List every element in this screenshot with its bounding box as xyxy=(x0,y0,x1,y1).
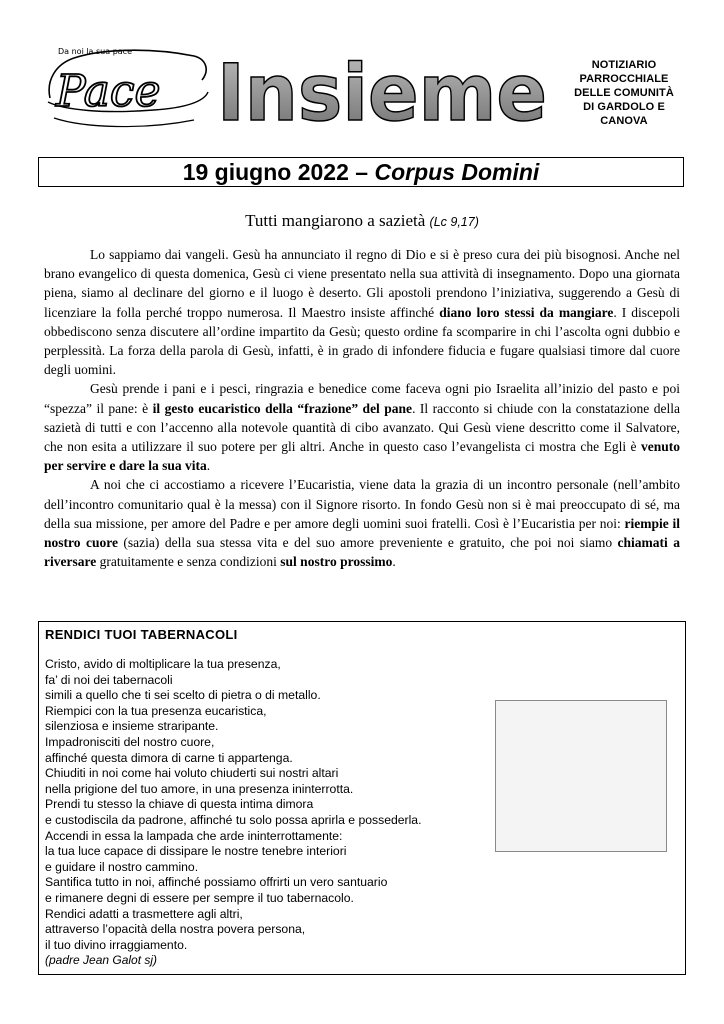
info-line: DI GARDOLO E xyxy=(583,101,665,113)
article-text: . Il racconto si chiude con la constatazione della sazietà di tutti e con l’accenno alla notevole quantità di cibo avanzato. Qui Gesù viene descritto come il Salvatore, che non esita a utilizzare il suo potere per gli altri. Anche in questo caso l’evangelista ci mostra che Egli è xyxy=(44,400,680,455)
article-emphasis: venuto per servire e dare la sua vita xyxy=(44,439,680,474)
article-text: . xyxy=(392,554,396,570)
pace-logo xyxy=(44,40,212,136)
prayer-box xyxy=(38,621,686,975)
article-gospel-reference: (Lc 9,17) xyxy=(429,215,479,229)
article-text: Gesù prende i pani e i pesci, ringrazia e benedice come faceva ogni pio Israelita all’inizio del pasto e poi “spezza” il pane: è xyxy=(44,381,680,416)
insieme-word: Insieme xyxy=(217,52,547,132)
prayer-line: simili a quello che ti sei scelto di pietra o di metallo. xyxy=(45,688,321,703)
prayer-line: silenziosa e insieme straripante. xyxy=(45,719,219,734)
prayer-line: e custodiscila da padrone, affinché tu solo possa aprirla e possederla. xyxy=(45,812,422,827)
prayer-line: nella prigione del tuo amore, in una presenza ininterrotta. xyxy=(45,781,354,796)
article-emphasis: riempie il nostro cuore xyxy=(44,515,681,551)
article-title-text: Tutti mangiarono a sazietà xyxy=(245,211,426,230)
prayer-text xyxy=(45,657,421,953)
banner-feast: Corpus Domini xyxy=(374,159,540,185)
prayer-title: RENDICI TUOI TABERNACOLI xyxy=(45,627,238,642)
prayer-line: il tuo divino irraggiamento. xyxy=(45,937,188,952)
info-line: CANOVA xyxy=(600,115,648,127)
info-line: DELLE COMUNITÀ xyxy=(574,87,674,99)
prayer-line: Rendici adatti a trasmettere agli altri, xyxy=(45,906,243,921)
prayer-line: Cristo, avido di moltiplicare la tua presenza, xyxy=(45,657,281,671)
article-emphasis: chiamati a riversare xyxy=(44,535,681,570)
prayer-author: (padre Jean Galot sj) xyxy=(45,953,158,967)
prayer-line: Accendi in essa la lampada che arde ininterrottamente: xyxy=(45,828,343,843)
prayer-line: Riempici con la tua presenza eucaristica, xyxy=(45,703,267,718)
prayer-line: Impadronisciti del nostro cuore, xyxy=(45,734,215,749)
prayer-line: Santifica tutto in noi, affinché possiamo offrirti un vero santuario xyxy=(45,875,388,890)
insieme-title xyxy=(212,52,552,132)
article-text: . xyxy=(206,458,211,474)
prayer-line: Chiuditi in noi come hai voluto chiuderti sui nostri altari xyxy=(45,766,339,781)
date-banner xyxy=(38,157,684,187)
article-text: A noi che ci accostiamo a ricevere l’Eucaristia, viene data la grazia di un incontro personale (nell’ambito dell’incontro comunitario qual è la messa) con il Signore risorto. In fondo Gesù non si è mai preoccupato di sé, ma della sua missione, per amore del Padre e per amore degli uomini suoi fratelli. Così è l’Eucaristia per noi: xyxy=(44,477,680,531)
masthead xyxy=(0,0,724,150)
prayer-line: attraverso l’opacità della nostra povera persona, xyxy=(45,922,306,937)
pace-logo-motto: Da noi la sua pace xyxy=(58,47,132,56)
prayer-line: e guidare il nostro cammino. xyxy=(45,859,199,874)
pace-logo-word: Pace xyxy=(56,66,161,117)
info-line: NOTIZIARIO xyxy=(591,59,657,71)
article-emphasis: diano loro stessi da mangiare xyxy=(439,304,614,320)
prayer-line: fa’ di noi dei tabernacoli xyxy=(45,672,173,687)
article-title xyxy=(0,210,724,233)
article-emphasis: il gesto eucaristico della “frazione” del pane xyxy=(152,400,413,416)
article-text: (sazia) della sua stessa vita e del suo amore preveniente e gratuito, che poi noi siamo xyxy=(117,535,618,551)
article-paragraph xyxy=(44,379,680,475)
prayer-line: e rimanere degni di essere per sempre il tuo tabernacolo. xyxy=(45,890,354,905)
article-emphasis: sul nostro prossimo xyxy=(280,554,393,570)
article-body xyxy=(44,245,680,571)
newsletter-info xyxy=(556,58,692,128)
jesus-with-disciples-illustration xyxy=(495,700,667,852)
prayer-line: Prendi tu stesso la chiave di questa intima dimora xyxy=(45,797,314,812)
article-text: . I discepoli obbediscono senza discutere all’ordine impartito da Gesù; questo ordine fa scomparire in chi l’ascolta ogni dubbio e perplessità. La forza della parola di Gesù, infatti, è in grado di infondere fiducia e fugare qualsiasi timore dal cuore degli uomini. xyxy=(44,304,680,378)
prayer-line: la tua luce capace di dissipare le nostre tenebre interiori xyxy=(45,844,347,859)
article-text: Lo sappiamo dai vangeli. Gesù ha annunciato il regno di Dio e si è preso cura dei più bisognosi. Anche nel brano evangelico di questa domenica, Gesù ci viene presentato nella sua attività di insegnamento. Dopo una giornata piena, siamo al declinare del giorno e il luogo è deserto. Gli apostoli prendono l’iniziativa, suggerendo a Gesù di licenziare la folla perché troppo numerosa. Il Maestro insiste affinché xyxy=(44,247,680,320)
article-text: gratuitamente e senza condizioni xyxy=(96,554,281,570)
banner-date: 19 giugno 2022 – xyxy=(182,159,369,185)
prayer-line: affinché questa dimora di carne ti appartenga. xyxy=(45,750,293,765)
info-line: PARROCCHIALE xyxy=(579,73,669,85)
article-paragraph xyxy=(44,245,680,379)
article-paragraph xyxy=(44,475,680,571)
